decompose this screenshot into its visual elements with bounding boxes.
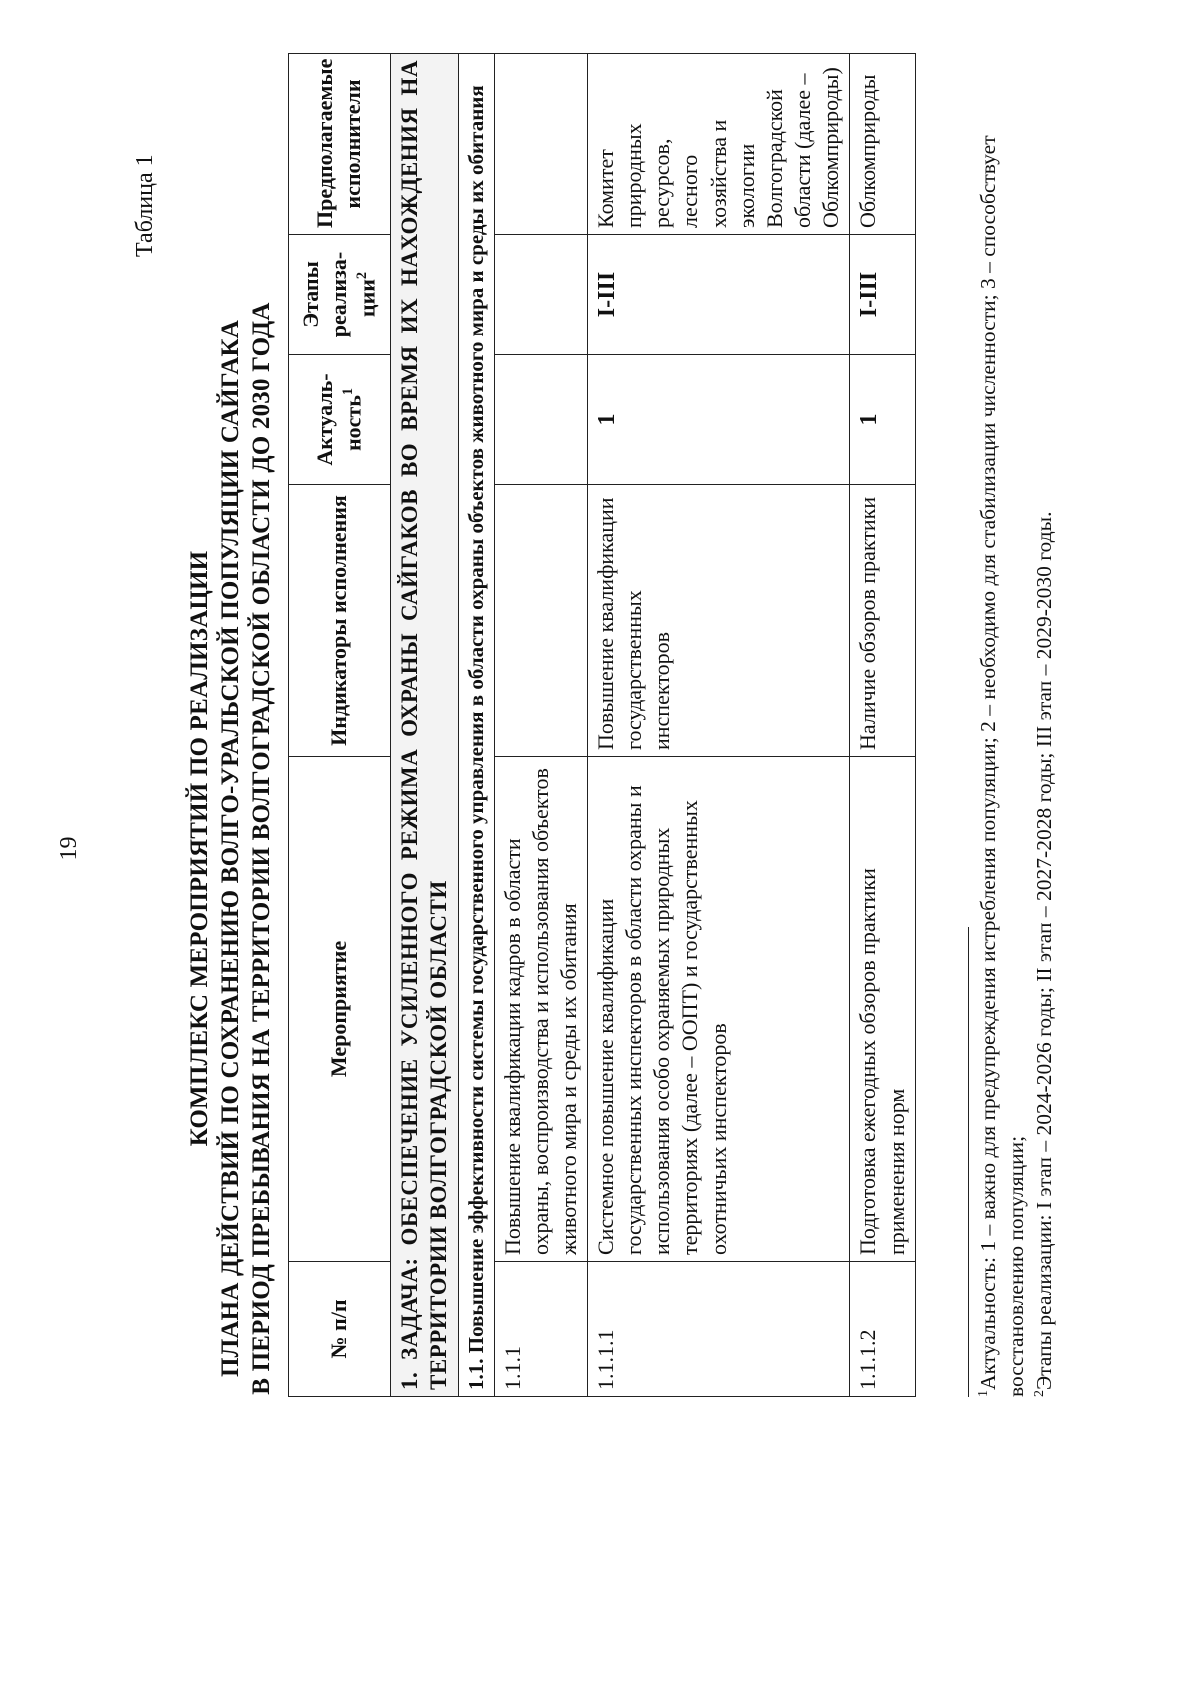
table-label: Таблица 1 xyxy=(132,154,158,257)
footnote-separator xyxy=(968,927,969,1397)
row-stages: I-III xyxy=(588,235,850,355)
row-executors xyxy=(494,54,587,235)
title-line-1: КОМПЛЕКС МЕРОПРИЯТИЙ ПО РЕАЛИЗАЦИИ xyxy=(186,550,213,1147)
footnote-1-text: Актуальность: 1 – важно для предупреждения истребления популяции; 2 – необходимо для стабилизации численности; 3 – способствует восстановлению популяции; xyxy=(976,135,1029,1397)
header-stages-footnote-mark: 2 xyxy=(354,271,371,280)
row-action: Подготовка ежегодных обзоров практики применения норм xyxy=(850,757,915,1262)
row-num: 1.1.1.1 xyxy=(588,1262,850,1397)
table-row xyxy=(850,54,915,1397)
footnote-2-text: Этапы реализации: I этап – 2024-2026 годы; II этап – 2027-2028 годы; III этап – 2029-2030 годы. xyxy=(1032,511,1057,1391)
row-action: Повышение квалификации кадров в области охраны, воспроизводства и использования объектов животного мира и среды их обитания xyxy=(494,757,587,1262)
footnote-1-mark: 1 xyxy=(976,1390,991,1397)
header-executors: Предполагаемые исполнители xyxy=(289,54,391,235)
footnote-2 xyxy=(1031,512,1059,1397)
row-num: 1.1.1 xyxy=(494,1262,587,1397)
row-action: Системное повышение квалификации государственных инспекторов в области охраны и использования особо охраняемых природных территориях (далее – ООПТ) и государственных охотничьих инспекторов xyxy=(588,757,850,1262)
header-stages xyxy=(289,235,391,355)
subtask-heading: 1.1. Повышение эффективности системы государственного управления в области охраны объектов животного мира и среды их обитания xyxy=(458,54,494,1397)
title-line-3: В ПЕРИОД ПРЕБЫВАНИЯ НА ТЕРРИТОРИИ ВОЛГОГРАДСКОЙ ОБЛАСТИ ДО 2030 ГОДА xyxy=(248,302,275,1395)
table-header-row xyxy=(289,54,391,1397)
row-executors: Облкомприроды xyxy=(850,54,915,235)
subtask-row xyxy=(458,54,494,1397)
footnote-2-mark: 2 xyxy=(1032,1390,1047,1397)
task-heading: 1. ЗАДАЧА: ОБЕСПЕЧЕНИЕ УСИЛЕННОГО РЕЖИМА ОХРАНЫ САЙГАКОВ ВО ВРЕМЯ ИХ НАХОЖДЕНИЯ НА ТЕРРИТОРИИ ВОЛГОГРАДСКОЙ ОБЛАСТИ xyxy=(390,54,458,1397)
row-indicators xyxy=(494,485,587,757)
row-indicators: Наличие обзоров практики xyxy=(850,485,915,757)
header-num: № п/п xyxy=(289,1262,391,1397)
row-actuality: 1 xyxy=(588,355,850,485)
row-executors: Комитет природных ресурсов, лесного хозяйства и экологии Волгоградской области (далее – Облкомприроды) xyxy=(588,54,850,235)
task-row xyxy=(390,54,458,1397)
row-stages: I-III xyxy=(850,235,915,355)
table-row xyxy=(588,54,850,1397)
header-stages-text: Этапы реализа-ции xyxy=(298,251,380,338)
header-actuality-footnote-mark: 1 xyxy=(340,387,357,396)
page-number: 19 xyxy=(56,836,82,861)
row-actuality: 1 xyxy=(850,355,915,485)
row-stages xyxy=(494,235,587,355)
title-line-2: ПЛАНА ДЕЙСТВИЙ ПО СОХРАНЕНИЮ ВОЛГО-УРАЛЬСКОЙ ПОПУЛЯЦИИ САЙГАКА xyxy=(217,319,244,1378)
row-actuality xyxy=(494,355,587,485)
footnote-1 xyxy=(975,0,1031,1397)
row-indicators: Повышение квалификации государственных инспекторов xyxy=(588,485,850,757)
header-action: Мероприятие xyxy=(289,757,391,1262)
table-row xyxy=(494,54,587,1397)
measures-table xyxy=(288,53,916,1397)
row-num: 1.1.1.2 xyxy=(850,1262,915,1397)
header-actuality-text: Актуаль-ность xyxy=(312,373,366,466)
header-actuality xyxy=(289,355,391,485)
header-indicators: Индикаторы исполнения xyxy=(289,485,391,757)
